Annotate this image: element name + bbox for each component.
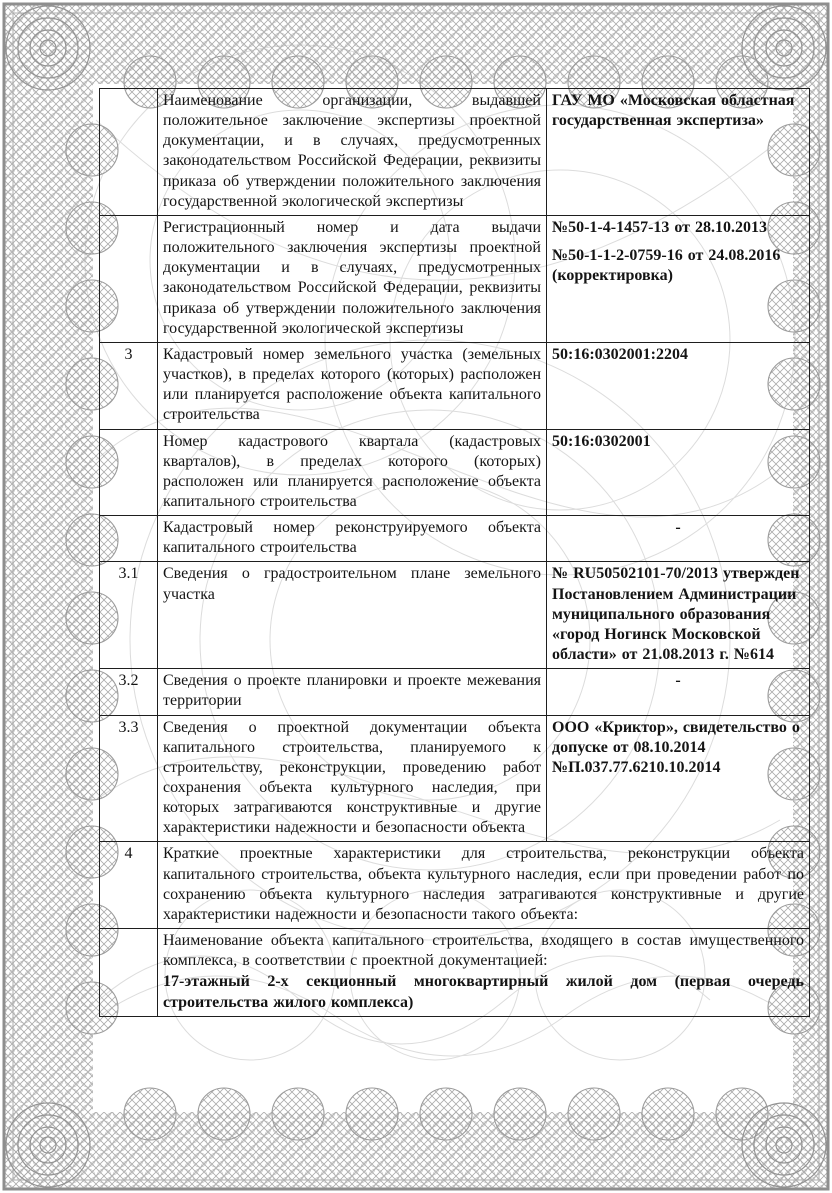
- object-name: 17-этажный 2-х секционный многоквартирный жилой дом (первая очередь строительства жилого комплекса): [163, 973, 804, 1011]
- row-full-text: [158, 929, 810, 1017]
- row-full-text: Краткие проектные характеристики для строительства, реконструкции объекта капитального строительства, объекта культурного наследия, если при проведении работ по сохранению объекта культурного наследия затрагиваются конструктивные и другие характеристики надежности и безопасности такого объекта:: [158, 842, 810, 929]
- table-row: [100, 89, 810, 216]
- table-row: [100, 562, 810, 669]
- row-label: Кадастровый номер реконструируемого объекта капитального строительства: [158, 516, 547, 562]
- row-number: [100, 429, 158, 516]
- table-row: [100, 715, 810, 842]
- row-number: 3.3: [100, 715, 158, 842]
- row-value: ГАУ МО «Московская областная государственная экспертиза»: [547, 89, 810, 216]
- row-label: Сведения о градостроительном плане земельного участка: [158, 562, 547, 669]
- table-row: [100, 842, 810, 929]
- row-number: [100, 215, 158, 342]
- row-value: -: [547, 669, 810, 715]
- row-label: Кадастровый номер земельного участка (земельных участков), в пределах которого (которых) расположен или планируется расположение объекта капитального строительства: [158, 342, 547, 429]
- row-label: Наименование организации, выдавшей положительное заключение экспертизы проектной документации, и в случаях, предусмотренных законодательством Российской Федерации, реквизиты приказа об утверждении положительного заключения государственной экологической экспертизы: [158, 89, 547, 216]
- permit-details-table: [99, 88, 810, 1017]
- row-number: [100, 929, 158, 1017]
- row-number: 3: [100, 342, 158, 429]
- row-value: ООО «Криктор», свидетельство о допуске от 08.10.2014 №П.037.77.6210.10.2014: [547, 715, 810, 842]
- row-number: [100, 516, 158, 562]
- value-line: №50-1-1-2-0759-16 от 24.08.2016 (корректировка): [552, 247, 781, 285]
- table-row: [100, 342, 810, 429]
- row-number: 3.1: [100, 562, 158, 669]
- row-value: 50:16:0302001:2204: [547, 342, 810, 429]
- row-label: Номер кадастрового квартала (кадастровых кварталов), в пределах которого (которых) расположен или планируется расположение объекта капитального строительства: [158, 429, 547, 516]
- table-row: [100, 929, 810, 1017]
- row-value: 50:16:0302001: [547, 429, 810, 516]
- row-label: Сведения о проектной документации объекта капитального строительства, планируемого к строительству, реконструкции, проведению работ сохранения объекта культурного наследия, при которых затрагиваются конструктивные и другие характеристики надежности и безопасности объекта: [158, 715, 547, 842]
- row-number: 3.2: [100, 669, 158, 715]
- row-value: [547, 215, 810, 342]
- table-row: [100, 215, 810, 342]
- row-number: [100, 89, 158, 216]
- row-number: 4: [100, 842, 158, 929]
- row-value: -: [547, 516, 810, 562]
- row-label: Сведения о проекте планировки и проекте межевания территории: [158, 669, 547, 715]
- value-line: №50-1-4-1457-13 от 28.10.2013: [552, 218, 768, 236]
- object-name-intro: Наименование объекта капитального строительства, входящего в состав имущественного комплекса, в соответствии с проектной документацией:: [163, 932, 804, 970]
- table-row: [100, 669, 810, 715]
- table-row: [100, 516, 810, 562]
- row-label: Регистрационный номер и дата выдачи положительного заключения экспертизы проектной документации и в случаях, предусмотренных законодательством Российской Федерации, реквизиты приказа об утверждении положительного заключения государственной экологической экспертизы: [158, 215, 547, 342]
- row-value: № RU50502101-70/2013 утвержден Постановлением Администрации муниципального образования «город Ногинск Московской области» от 21.08.2013 г. №614: [547, 562, 810, 669]
- table-row: [100, 429, 810, 516]
